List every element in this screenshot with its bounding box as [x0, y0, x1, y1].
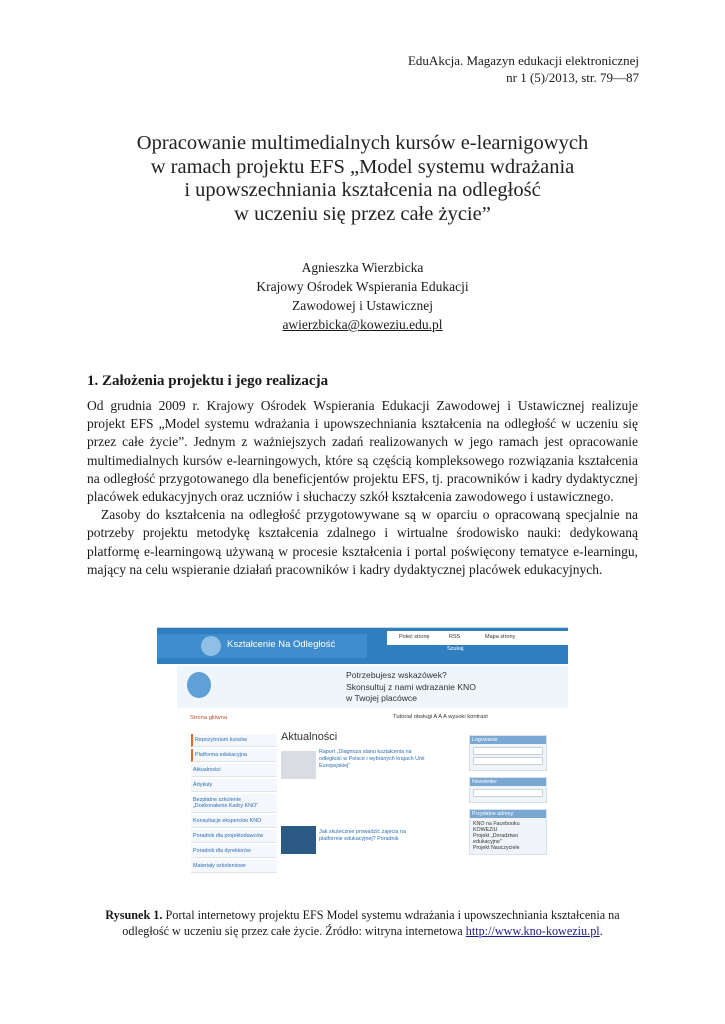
menu-item[interactable]: Konsultacje eksperckie KNO — [191, 815, 277, 828]
login-input[interactable] — [473, 747, 543, 755]
affiliation: Zawodowej i Ustawicznej — [292, 298, 433, 313]
menu-item[interactable]: Poradnik dla dyrektorów — [191, 845, 277, 858]
sitemap-link[interactable]: Mapa strony — [485, 634, 516, 640]
site-right-column — [469, 735, 547, 861]
caption-label: Rysunek 1. — [105, 908, 163, 922]
author-name: Agnieszka Wierzbicka — [301, 260, 424, 275]
figure-caption — [87, 907, 638, 939]
menu-item[interactable]: Bezpłatne szkolenie „Doskonalenie Kadry KNO” — [191, 794, 277, 813]
author-email-link[interactable]: awierzbicka@koweziu.edu.pl — [282, 317, 443, 332]
menu-item[interactable]: Platforma edukacyjna — [191, 749, 277, 762]
author-block — [0, 258, 725, 334]
banner-line: Skonsultuj z nami wdrazanie KNO — [346, 681, 476, 692]
links-box — [469, 809, 547, 855]
paragraph: Od grudnia 2009 r. Krajowy Ośrodek Wspierania Edukacji Zawodowej i Ustawicznej realizuje projekt EFS „Model systemu wdrażania i upowszechniania kształcenia na odległość w uczeniu się przez całe życie”. Jednym z ważniejszych zadań realizowanych w jego ramach jest opracowanie multimedialnych kursów e-learningowych, które są częścią kompleksowego rozwiązania kształcenia na odległość przygotowanego dla beneficjentów projektu EFS, tj. pracowników i kadry dydaktycznej placówek edukacyjnych oraz uczniów i słuchaczy szkół kształcenia zawodowego i ustawicznego. — [87, 398, 638, 505]
news-title[interactable]: Jak skutecznie prowadzić zajęcia na platformie edukacyjnej? Poradnik — [319, 829, 406, 842]
menu-item[interactable]: Materiały szkoleniowe — [191, 860, 277, 873]
figure-screenshot — [157, 627, 568, 900]
banner-line: w Twojej placówce — [346, 693, 418, 703]
news-column — [281, 731, 461, 842]
useful-link[interactable]: KNO na Facebooku — [473, 821, 520, 827]
news-image — [281, 826, 316, 854]
news-image — [281, 751, 316, 779]
paragraph: Zasoby do kształcenia na odległość przygotowywane są w oparciu o opracowaną specjalnie na potrzeby projektu metodykę kształcenia zdalnego i wirtualne środowisko nauki: dedykowaną platformę e-learningową używaną w procesie kształcenia i portal poświęcony tematyce e-learningu, mający na celu wspieranie działań pracowników i kadry dydaktycznej placówek edukacyjnych. — [87, 507, 638, 577]
consultant-icon — [187, 672, 211, 698]
useful-link[interactable]: KOWEZiU — [473, 827, 498, 833]
accessibility-tools[interactable]: Tutorial obsługi A A A wysoki kontrast — [393, 714, 488, 720]
news-heading: Aktualności — [281, 731, 338, 743]
menu-item[interactable]: Aktualności — [191, 764, 277, 777]
kno-logo-icon — [201, 636, 221, 656]
box-heading: Przydatne adresy — [470, 810, 546, 818]
section-body — [87, 397, 638, 579]
useful-link[interactable]: Projekt „Doradztwo edukacyjne” — [473, 833, 519, 845]
news-excerpt — [309, 783, 459, 788]
banner-line: Potrzebujesz wskazówek? — [346, 670, 447, 680]
journal-header — [408, 52, 639, 86]
menu-item[interactable]: Repozytorium kursów — [191, 734, 277, 747]
title-line: w ramach projektu EFS „Model systemu wdrażania — [150, 155, 575, 178]
caption-text: Portal internetowy projektu EFS Model systemu wdrażania i upowszechniania kształcenia na odległość w uczeniu się przez całe życie. Źródło: witryna internetowa — [122, 908, 620, 938]
rss-link[interactable]: RSS — [449, 634, 461, 640]
menu-item[interactable]: Artykuły — [191, 779, 277, 792]
section-heading: 1. Założenia projektu i jego realizacja — [87, 373, 329, 389]
site-brand: Kształcenie Na Odległość — [227, 639, 336, 650]
login-box — [469, 735, 547, 771]
news-title[interactable]: Raport „Diagnoza stanu kształcenia na odległość w Polsce i wybranych krajach Unii Europejskiej” — [319, 749, 425, 769]
box-heading: Logowanie — [470, 736, 546, 744]
title-line: i upowszechniania kształcenia na odległość — [184, 179, 541, 201]
banner-text — [346, 670, 476, 705]
menu-item[interactable]: Poradnik dla projektodawców — [191, 830, 277, 843]
site-toolbar — [387, 631, 568, 645]
newsletter-input[interactable] — [473, 789, 543, 797]
newsletter-box — [469, 777, 547, 803]
recommend-link[interactable]: Poleć stronę — [399, 634, 430, 640]
password-input[interactable] — [473, 757, 543, 765]
title-line: w uczeniu się przez całe życie” — [234, 202, 491, 225]
useful-link[interactable]: Projekt Nauczyciele — [473, 845, 520, 851]
box-heading: Newsletter — [470, 778, 546, 786]
title-line: Opracowanie multimedialnych kursów e-learnigowych — [136, 132, 589, 154]
site-sidebar-menu — [191, 734, 277, 875]
caption-link[interactable]: http://www.kno-koweziu.pl — [465, 924, 600, 938]
journal-issue: nr 1 (5)/2013, str. 79—87 — [506, 70, 639, 85]
site-search[interactable]: Szukaj — [447, 646, 464, 652]
article-title — [60, 132, 665, 226]
journal-name: EduAkcja. Magazyn edukacji elektronicznej — [407, 53, 639, 68]
affiliation: Krajowy Ośrodek Wspierania Edukacji — [256, 279, 469, 294]
breadcrumb[interactable]: Strona główna — [190, 715, 228, 721]
caption-end: . — [599, 924, 603, 938]
